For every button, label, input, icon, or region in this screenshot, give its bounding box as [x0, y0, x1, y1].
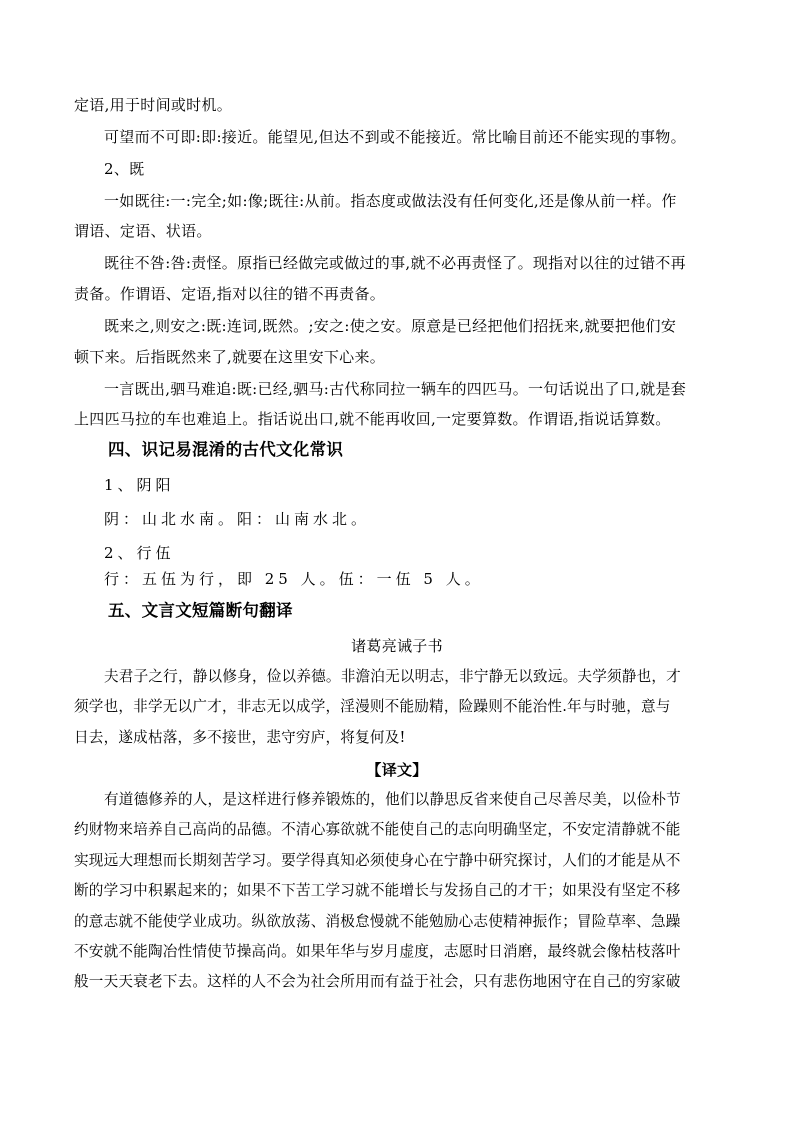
idiom-entry: 一言既出,驷马难追:既:已经,驷马:古代称同拉一辆车的四匹马。一句话说出了口,就是套	[104, 380, 687, 398]
passage-title	[0, 636, 794, 656]
translation-label: 【译文】	[366, 761, 428, 779]
item-text: 行：五伍为行，即 25 人。伍：一伍 5 人。	[104, 570, 484, 588]
idiom-entry: 既往不咎:咎:责怪。原指已经做完或做过的事,就不必再责怪了。现指对以往的过错不再	[104, 254, 686, 272]
idiom-entry: 既来之,则安之:既:连词,既然。;安之:使之安。原意是已经把他们招抚来,就要把他们安	[104, 317, 677, 335]
translation-line: 实现远大理想而长期刻苦学习。要学得真知必须使身心在宁静中研究探讨，人们的才能是从不	[74, 852, 681, 869]
translation-line: 有道德修养的人，是这样进行修养锻炼的，他们以静思反省来使自己尽善尽美，以俭朴节	[104, 791, 681, 808]
item-text: 阴：山北水南。阳：山南水北。	[104, 510, 371, 528]
idiom-entry-continued: 上四匹马拉的车也难追上。指话说出口,就不能再收回,一定要算数。作谓语,指说话算数。	[74, 410, 671, 428]
passage-author: 诸葛亮	[351, 637, 397, 655]
item-label: 2、行伍	[104, 544, 175, 562]
item-label: 1、阴阳	[104, 476, 175, 494]
passage-title-text: 诫子书	[397, 637, 443, 655]
translation-line: 约财物来培养自己高尚的品德。不清心寡欲就不能使自己的志向明确坚定，不安定清静就不能	[74, 821, 681, 838]
item-label: 2、既	[104, 160, 145, 178]
translation-line: 般一天天衰老下去。这样的人不会为社会所用而有益于社会，只有悲伤地困守在自己的穷家破	[74, 973, 681, 990]
passage-line: 日去，遂成枯落，多不接世，悲守穷庐，将复何及!	[74, 729, 406, 746]
passage-line: 夫君子之行，静以修身，俭以养德。非澹泊无以明志，非宁静无以致远。夫学须静也，才	[104, 668, 681, 685]
section-heading: 四、识记易混淆的古代文化常识	[108, 440, 344, 459]
translation-line: 不安就不能陶冶性情使节操高尚。如果年华与岁月虚度，志愿时日消磨，最终就会像枯枝落叶	[74, 943, 681, 960]
passage-line: 须学也，非学无以广才，非志无以成学，淫漫则不能励精，险躁则不能治性.年与时驰，意与	[74, 698, 671, 715]
idiom-entry-continued: 谓语、定语、状语。	[74, 222, 212, 240]
text-line: 定语,用于时间或时机。	[74, 96, 233, 114]
translation-line: 的意志就不能使学业成功。纵欲放荡、消极怠慢就不能勉励心志使精神振作；冒险草率、急躁	[74, 913, 681, 930]
idiom-entry-continued: 责备。作谓语、定语,指对以往的错不再责备。	[74, 285, 386, 303]
idiom-entry: 可望而不可即:即:接近。能望见,但达不到或不能接近。常比喻目前还不能实现的事物。	[104, 128, 686, 146]
section-heading: 五、文言文短篇断句翻译	[108, 601, 293, 620]
translation-line: 断的学习中积累起来的；如果不下苦工学习就不能增长与发扬自己的才干；如果没有坚定不移	[74, 882, 681, 899]
idiom-entry-continued: 顿下来。后指既然来了,就要在这里安下心来。	[74, 348, 386, 366]
idiom-entry: 一如既往:一:完全;如:像;既往:从前。指态度或做法没有任何变化,还是像从前一样。作	[104, 192, 677, 210]
